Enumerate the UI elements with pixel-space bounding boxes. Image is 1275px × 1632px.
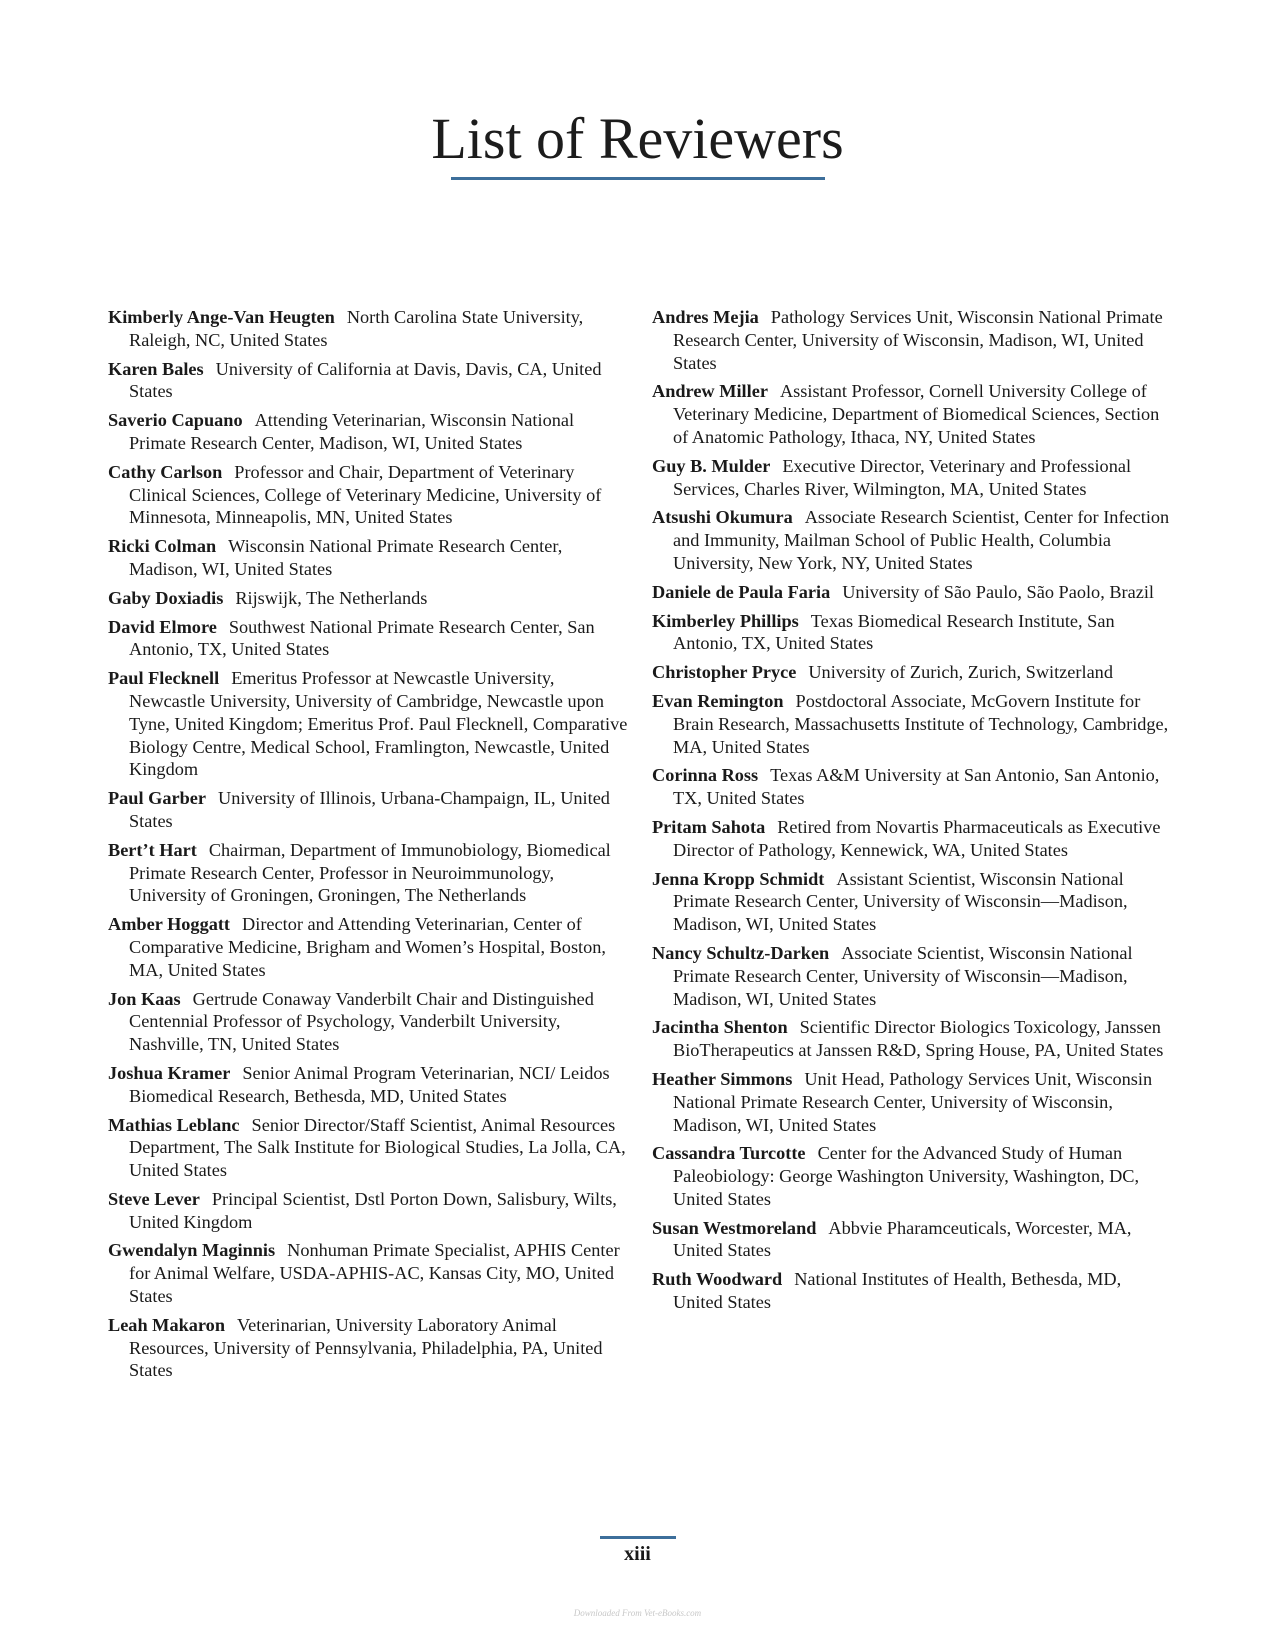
reviewer-affiliation: Texas Biomedical Research Institute, San Antonio, TX, United States (673, 610, 1115, 654)
page-number-rule (600, 1536, 676, 1539)
reviewer-entry (108, 667, 628, 781)
reviewer-name: Andres Mejia (652, 307, 759, 327)
reviewer-name: Mathias Leblanc (108, 1114, 240, 1135)
reviewer-entry (108, 1062, 628, 1108)
reviewer-entry (652, 306, 1172, 374)
reviewer-affiliation: Southwest National Primate Research Center, San Antonio, TX, United States (129, 616, 595, 660)
reviewer-name: Kimberley Phillips (652, 610, 799, 631)
reviewer-entry (108, 787, 628, 833)
reviewer-affiliation: Center for the Advanced Study of Human Paleobiology: George Washington University, Washington, DC, United States (673, 1143, 1140, 1209)
reviewer-affiliation: Nonhuman Primate Specialist, APHIS Center for Animal Welfare, USDA-APHIS-AC, Kansas City, MO, United States (129, 1240, 620, 1307)
reviewer-entry (108, 358, 628, 404)
reviewer-name: Cassandra Turcotte (652, 1143, 806, 1164)
reviewer-name: Guy B. Mulder (652, 455, 771, 476)
reviewer-affiliation: Chairman, Department of Immunobiology, Biomedical Primate Research Center, Professor in Neuroimmunology, University of Groningen, Groningen, The Netherlands (129, 839, 611, 906)
download-watermark: Downloaded From Vet-eBooks.com (573, 1608, 702, 1618)
reviewer-affiliation: Scientific Director Biologics Toxicology, Janssen BioTherapeutics at Janssen R&D, Spring House, PA, United States (673, 1017, 1164, 1061)
reviewer-affiliation: Emeritus Professor at Newcastle University, Newcastle University, University of Cambridge, Newcastle upon Tyne, United Kingdom; Emeritus Prof. Paul Flecknell, Comparative Biology Centre, Medical School, Framlington, Newcastle, United Kingdom (129, 668, 628, 780)
reviewer-affiliation: Director and Attending Veterinarian, Center of Comparative Medicine, Brigham and Women’s Hospital, Boston, MA, United States (129, 914, 606, 980)
reviewer-entry (108, 1239, 628, 1307)
reviewer-name: Joshua Kramer (108, 1062, 231, 1083)
reviewer-name: Jenna Kropp Schmidt (652, 868, 825, 889)
reviewer-name: Jon Kaas (108, 988, 181, 1009)
reviewer-affiliation: Unit Head, Pathology Services Unit, Wisconsin National Primate Research Center, University of Wisconsin, Madison, WI, United States (673, 1068, 1153, 1135)
reviewer-list-right-column (652, 306, 1172, 1320)
reviewer-entry (652, 816, 1172, 862)
reviewer-entry (108, 461, 628, 529)
reviewer-affiliation: Executive Director, Veterinary and Professional Services, Charles River, Wilmington, MA, United States (673, 455, 1132, 499)
reviewer-name: Christopher Pryce (652, 662, 797, 683)
reviewer-entry (652, 1016, 1172, 1062)
reviewer-name: Susan Westmoreland (652, 1217, 817, 1238)
reviewer-entry (652, 764, 1172, 810)
reviewer-name: Gaby Doxiadis (108, 587, 224, 608)
reviewer-name: Ricki Colman (108, 536, 217, 557)
reviewer-affiliation: North Carolina State University, Raleigh, NC, United States (129, 307, 584, 350)
reviewer-affiliation: Professor and Chair, Department of Veterinary Clinical Sciences, College of Veterinary Medicine, University of Minnesota, Minneapolis, MN, United States (129, 461, 602, 528)
reviewer-affiliation: Veterinarian, University Laboratory Animal Resources, University of Pennsylvania, Philadelphia, PA, United States (129, 1314, 603, 1381)
reviewer-name: Corinna Ross (652, 765, 759, 786)
reviewer-list-left-column (108, 306, 628, 1388)
reviewer-affiliation: Attending Veterinarian, Wisconsin National Primate Research Center, Madison, WI, United States (129, 410, 575, 453)
reviewer-entry (108, 839, 628, 907)
reviewer-entry (652, 1217, 1172, 1263)
title-underline (451, 177, 825, 180)
reviewer-affiliation: Gertrude Conaway Vanderbilt Chair and Distinguished Centennial Professor of Psychology, Vanderbilt University, Nashville, TN, United States (129, 988, 594, 1055)
reviewer-affiliation: Associate Scientist, Wisconsin National Primate Research Center, University of Wisconsin—Madison, Madison, WI, United States (673, 942, 1133, 1009)
reviewer-name: Kimberly Ange-Van Heugten (108, 307, 335, 327)
reviewer-affiliation: Assistant Scientist, Wisconsin National Primate Research Center, University of Wisconsin—Madison, Madison, WI, United States (673, 868, 1128, 935)
reviewer-name: Daniele de Paula Faria (652, 581, 831, 602)
reviewer-name: Paul Garber (108, 788, 206, 809)
reviewer-entry (652, 1068, 1172, 1136)
reviewer-affiliation: University of São Paulo, São Paolo, Brazil (842, 581, 1154, 602)
reviewer-name: Paul Flecknell (108, 668, 220, 689)
reviewer-name: Evan Remington (652, 690, 784, 711)
reviewer-name: Heather Simmons (652, 1068, 793, 1089)
reviewer-name: Gwendalyn Maginnis (108, 1240, 276, 1261)
page-number: xiii (624, 1543, 651, 1565)
reviewer-entry (652, 868, 1172, 936)
reviewer-entry (652, 1268, 1172, 1314)
reviewer-name: Bert’t Hart (108, 839, 197, 860)
reviewer-name: Cathy Carlson (108, 461, 223, 482)
reviewer-entry (652, 506, 1172, 574)
reviewer-name: David Elmore (108, 616, 217, 637)
reviewer-name: Jacintha Shenton (652, 1017, 788, 1038)
reviewer-entry (108, 409, 628, 455)
reviewer-affiliation: Retired from Novartis Pharmaceuticals as Executive Director of Pathology, Kennewick, WA, United States (673, 816, 1161, 860)
reviewer-entry (652, 455, 1172, 501)
reviewer-entry (108, 1314, 628, 1382)
reviewer-entry (652, 690, 1172, 758)
reviewer-affiliation: Senior Animal Program Veterinarian, NCI/ Leidos Biomedical Research, Bethesda, MD, United States (129, 1062, 610, 1106)
reviewer-affiliation: Associate Research Scientist, Center for Infection and Immunity, Mailman School of Public Health, Columbia University, New York, NY, United States (673, 507, 1170, 573)
reviewer-entry (108, 1114, 628, 1182)
reviewer-affiliation: Rijswijk, The Netherlands (235, 587, 428, 608)
reviewer-name: Amber Hoggatt (108, 914, 231, 935)
page-title: List of Reviewers (431, 106, 844, 171)
reviewer-affiliation: Assistant Professor, Cornell University College of Veterinary Medicine, Department of Biomedical Sciences, Section of Anatomic Pathology, Ithaca, NY, United States (673, 381, 1160, 447)
reviewer-affiliation: Pathology Services Unit, Wisconsin National Primate Research Center, University of Wisconsin, Madison, WI, United States (673, 307, 1163, 373)
reviewer-entry (652, 610, 1172, 656)
reviewer-affiliation: University of California at Davis, Davis, CA, United States (129, 358, 602, 402)
reviewer-name: Steve Lever (108, 1188, 200, 1209)
reviewer-name: Leah Makaron (108, 1314, 225, 1335)
reviewer-entry (652, 661, 1172, 684)
reviewer-name: Nancy Schultz-Darken (652, 942, 830, 963)
reviewer-affiliation: National Institutes of Health, Bethesda, MD, United States (673, 1269, 1122, 1313)
reviewer-entry (652, 380, 1172, 448)
reviewer-entry (108, 1188, 628, 1234)
reviewer-entry (108, 587, 628, 610)
reviewer-entry (108, 535, 628, 581)
reviewer-entry (108, 616, 628, 662)
reviewer-name: Karen Bales (108, 358, 204, 379)
reviewer-affiliation: Texas A&M University at San Antonio, San Antonio, TX, United States (673, 765, 1160, 809)
reviewer-affiliation: Senior Director/Staff Scientist, Animal Resources Department, The Salk Institute for Biological Studies, La Jolla, CA, United States (129, 1114, 626, 1181)
reviewer-entry (652, 581, 1172, 604)
reviewer-name: Andrew Miller (652, 381, 768, 402)
reviewer-affiliation: Principal Scientist, Dstl Porton Down, Salisbury, Wilts, United Kingdom (129, 1188, 617, 1232)
reviewer-affiliation: Postdoctoral Associate, McGovern Institute for Brain Research, Massachusetts Institute of Technology, Cambridge, MA, United States (673, 690, 1169, 757)
reviewer-affiliation: University of Zurich, Zurich, Switzerland (808, 662, 1113, 683)
reviewer-entry (652, 1142, 1172, 1210)
reviewer-entry (108, 306, 628, 352)
reviewer-name: Saverio Capuano (108, 410, 243, 431)
reviewer-name: Atsushi Okumura (652, 507, 793, 528)
reviewer-affiliation: Wisconsin National Primate Research Center, Madison, WI, United States (129, 536, 563, 579)
reviewer-entry (652, 942, 1172, 1010)
reviewer-entry (108, 913, 628, 981)
reviewer-name: Ruth Woodward (652, 1269, 783, 1290)
reviewer-entry (108, 988, 628, 1056)
reviewer-name: Pritam Sahota (652, 816, 766, 837)
reviewer-affiliation: University of Illinois, Urbana-Champaign, IL, United States (129, 788, 610, 831)
reviewer-affiliation: Abbvie Pharamceuticals, Worcester, MA, United States (673, 1217, 1132, 1261)
